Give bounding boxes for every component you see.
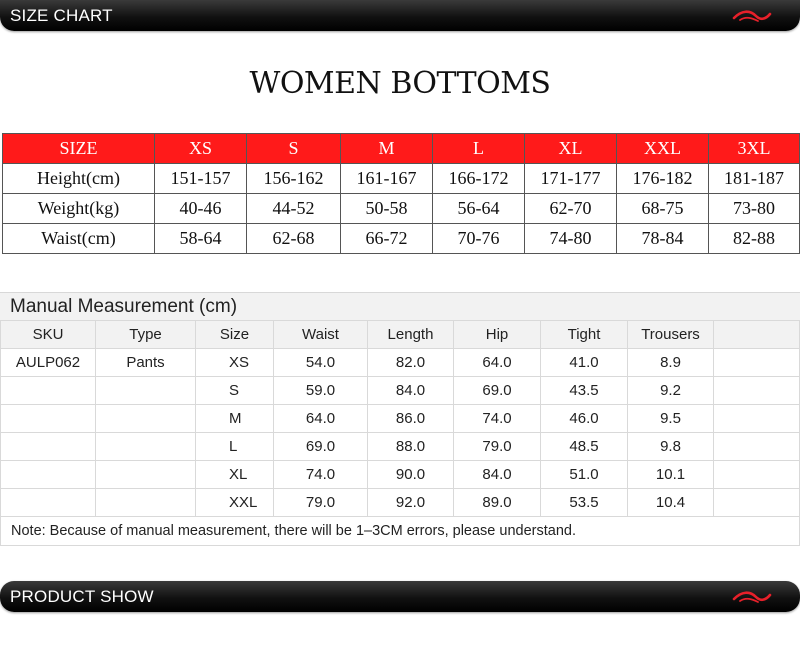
size-cell: XS [196,349,274,377]
row-label: Waist(cm) [3,224,155,254]
size-cell: XXL [196,489,274,517]
empty-cell [714,433,800,461]
hip-cell: 69.0 [454,377,541,405]
sku-cell [1,377,96,405]
size-table-header-row [3,134,800,164]
trousers-cell: 10.1 [628,461,714,489]
type-cell [96,489,196,517]
table-cell: 58-64 [155,224,247,254]
size-header-cell: M [341,134,433,164]
length-cell: 84.0 [368,377,454,405]
table-cell: 50-58 [341,194,433,224]
size-cell: L [196,433,274,461]
table-cell: 74-80 [525,224,617,254]
waist-cell: 79.0 [274,489,368,517]
table-cell: 82-88 [709,224,800,254]
product-show-banner [0,581,800,612]
table-row [1,433,800,461]
empty-cell [714,349,800,377]
table-cell: 156-162 [247,164,341,194]
size-header-cell: S [247,134,341,164]
product-show-title: PRODUCT SHOW [10,587,154,606]
empty-cell [714,405,800,433]
tight-cell: 53.5 [541,489,628,517]
column-header [714,321,800,349]
sku-cell [1,405,96,433]
table-cell: 181-187 [709,164,800,194]
table-cell: 171-177 [525,164,617,194]
table-cell: 73-80 [709,194,800,224]
trousers-cell: 9.2 [628,377,714,405]
table-cell: 78-84 [617,224,709,254]
hip-cell: 79.0 [454,433,541,461]
tight-cell: 41.0 [541,349,628,377]
column-header: SKU [1,321,96,349]
table-row [1,377,800,405]
waist-cell: 59.0 [274,377,368,405]
manual-measurement-section [0,292,800,546]
size-header-cell: XXL [617,134,709,164]
tight-cell: 46.0 [541,405,628,433]
table-cell: 161-167 [341,164,433,194]
table-cell: 66-72 [341,224,433,254]
table-cell: 68-75 [617,194,709,224]
column-header: Trousers [628,321,714,349]
type-cell: Pants [96,349,196,377]
size-header-cell: L [433,134,525,164]
table-cell: 176-182 [617,164,709,194]
waist-cell: 69.0 [274,433,368,461]
measurement-header-row [1,321,800,349]
size-header-cell: 3XL [709,134,800,164]
hip-cell: 89.0 [454,489,541,517]
table-row [1,461,800,489]
column-header: Size [196,321,274,349]
empty-cell [714,461,800,489]
sku-cell [1,433,96,461]
hip-cell: 64.0 [454,349,541,377]
empty-cell [714,377,800,405]
sku-cell: AULP062 [1,349,96,377]
table-row [1,489,800,517]
size-header-cell: XL [525,134,617,164]
measurement-table [0,320,800,517]
size-chart-banner [0,0,800,31]
table-cell: 62-70 [525,194,617,224]
sku-cell [1,489,96,517]
tight-cell: 48.5 [541,433,628,461]
type-cell [96,461,196,489]
column-header: Tight [541,321,628,349]
length-cell: 90.0 [368,461,454,489]
length-cell: 92.0 [368,489,454,517]
type-cell [96,433,196,461]
size-cell: M [196,405,274,433]
size-chart-table [2,133,800,254]
table-cell: 40-46 [155,194,247,224]
row-label: Weight(kg) [3,194,155,224]
table-cell: 44-52 [247,194,341,224]
size-header-cell: XS [155,134,247,164]
waist-cell: 74.0 [274,461,368,489]
trousers-cell: 9.8 [628,433,714,461]
table-cell: 56-64 [433,194,525,224]
table-cell: 166-172 [433,164,525,194]
trousers-cell: 9.5 [628,405,714,433]
sku-cell [1,461,96,489]
tight-cell: 51.0 [541,461,628,489]
size-cell: XL [196,461,274,489]
li-ning-logo-icon [732,589,772,605]
waist-cell: 54.0 [274,349,368,377]
li-ning-logo-icon [732,8,772,24]
table-cell: 151-157 [155,164,247,194]
size-header-cell: SIZE [3,134,155,164]
table-row [1,349,800,377]
table-cell: 70-76 [433,224,525,254]
measurement-note: Note: Because of manual measurement, there will be 1–3CM errors, please understand. [0,517,800,546]
length-cell: 86.0 [368,405,454,433]
empty-cell [714,489,800,517]
tight-cell: 43.5 [541,377,628,405]
type-cell [96,377,196,405]
type-cell [96,405,196,433]
column-header: Hip [454,321,541,349]
table-row [1,405,800,433]
column-header: Length [368,321,454,349]
table-row [3,194,800,224]
size-cell: S [196,377,274,405]
hip-cell: 74.0 [454,405,541,433]
measurement-title: Manual Measurement (cm) [0,292,800,320]
trousers-cell: 8.9 [628,349,714,377]
column-header: Waist [274,321,368,349]
trousers-cell: 10.4 [628,489,714,517]
hip-cell: 84.0 [454,461,541,489]
length-cell: 88.0 [368,433,454,461]
row-label: Height(cm) [3,164,155,194]
size-chart-title: SIZE CHART [10,6,113,25]
table-row [3,224,800,254]
page-title: WOMEN BOTTOMS [249,66,551,101]
column-header: Type [96,321,196,349]
waist-cell: 64.0 [274,405,368,433]
length-cell: 82.0 [368,349,454,377]
table-row [3,164,800,194]
table-cell: 62-68 [247,224,341,254]
